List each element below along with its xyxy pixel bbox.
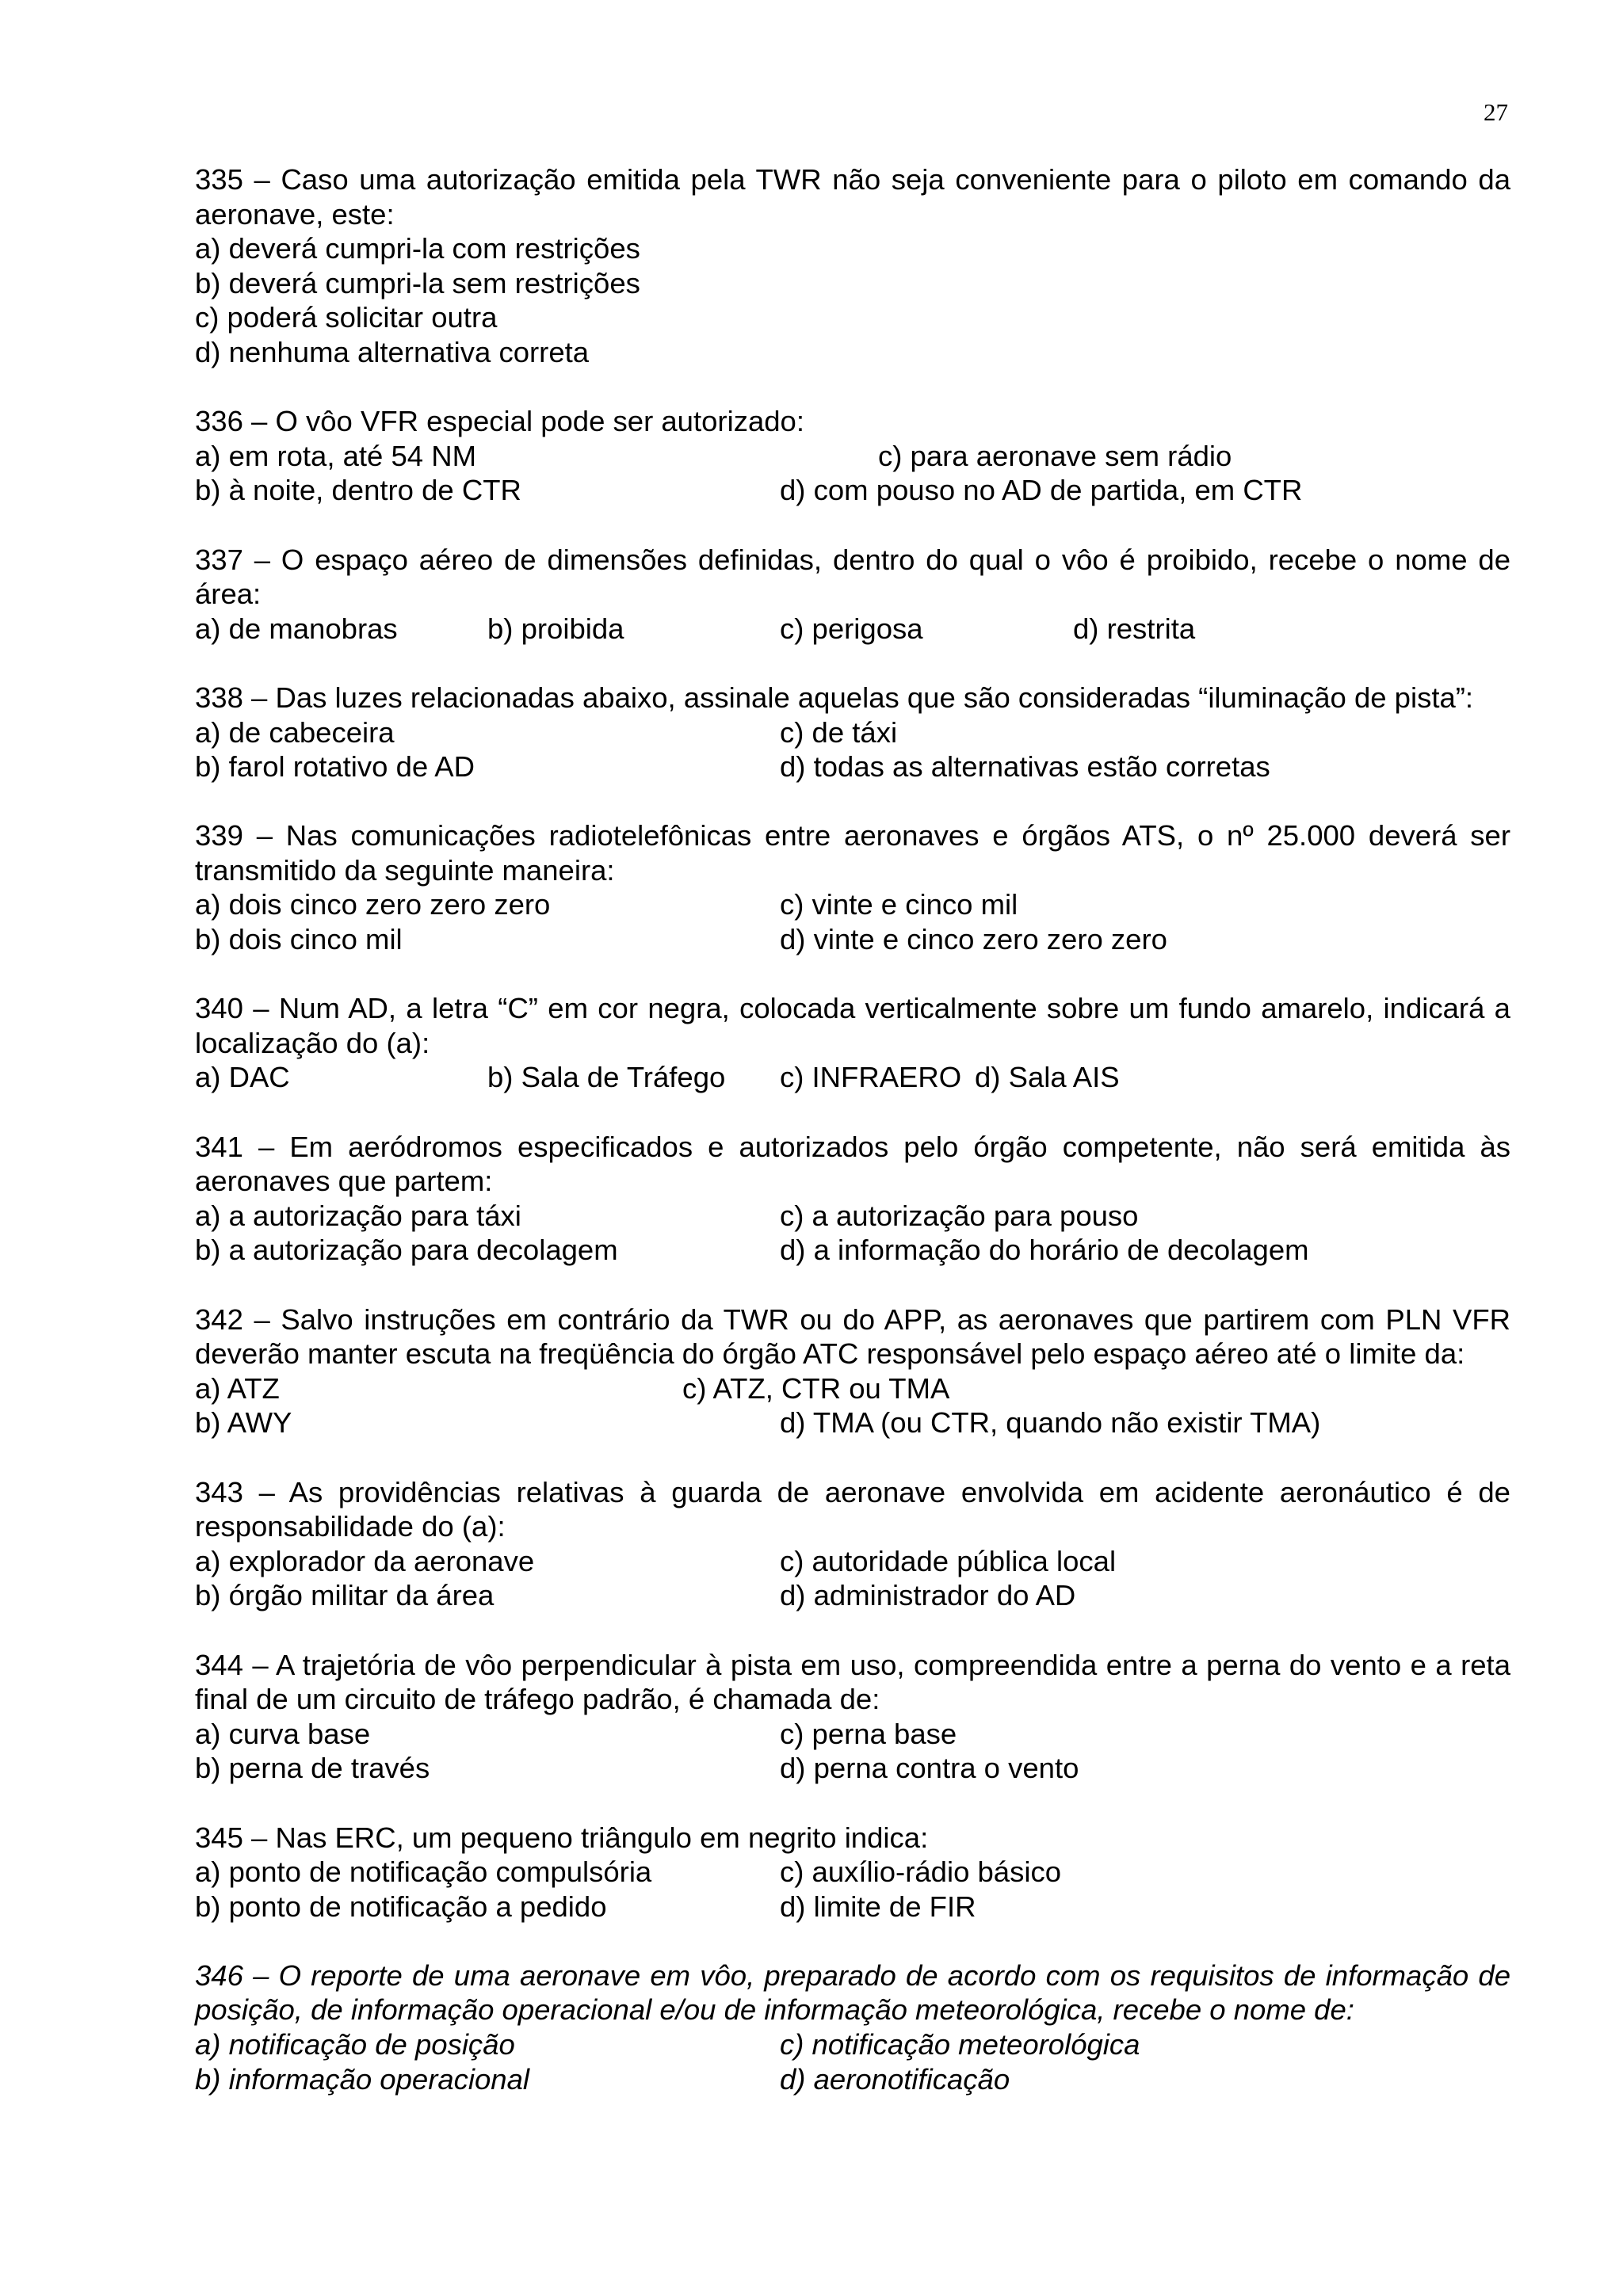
option-c: c) ATZ, CTR ou TMA [682,1371,950,1405]
option-a: a) deverá cumpri-la com restrições [195,232,640,265]
option-c: c) perigosa [780,612,923,645]
option-row [195,1855,1510,1890]
option-a: a) em rota, até 54 NM [195,439,477,472]
question-336 [195,404,1510,508]
option-b: b) informação operacional [195,2062,530,2096]
question-337 [195,543,1510,646]
option-c: c) notificação meteorológica [780,2028,1140,2061]
option-row [195,1890,1510,1924]
option-row [195,1405,1510,1440]
option-a: a) de cabeceira [195,715,395,749]
option-a: a) ATZ [195,1371,280,1405]
question-338 [195,681,1510,784]
option-row [195,1544,1510,1579]
option-c: c) vinte e cinco mil [780,888,1018,921]
question-stem: 345 – Nas ERC, um pequeno triângulo em negrito indica: [195,1821,929,1854]
option-a: a) curva base [195,1717,371,1750]
option-b: b) órgão militar da área [195,1579,495,1612]
option-b: b) Sala de Tráfego [487,1061,726,1094]
option-c: c) a autorização para pouso [780,1199,1139,1232]
question-stem: 337 – O espaço aéreo de dimensões definidas, dentro do qual o vôo é proibido, recebe o nome de área: [195,543,1510,611]
question-stem: 341 – Em aeródromos especificados e autorizados pelo órgão competente, não será emitida às aeronaves que partem: [195,1130,1510,1198]
option-d: d) Sala AIS [975,1061,1120,1094]
option-row [195,1060,1510,1095]
option-row [195,1371,1510,1406]
option-d: d) perna contra o vento [780,1752,1079,1785]
option-row [195,1233,1510,1268]
option-d: d) administrador do AD [780,1579,1076,1612]
option-d: d) restrita [1073,612,1196,645]
question-345 [195,1821,1510,1924]
option-d: d) limite de FIR [780,1890,976,1923]
option-c: c) perna base [780,1717,957,1750]
option-row [195,266,1510,301]
option-c: c) para aeronave sem rádio [878,439,1232,472]
option-a: a) notificação de posição [195,2028,515,2061]
question-stem: 346 – O reporte de uma aeronave em vôo, preparado de acordo com os requisitos de informação de posição, de informação operacional e/ou de informação meteorológica, recebe o nome de: [195,1958,1510,2027]
option-row [195,2027,1510,2062]
option-row [195,1199,1510,1234]
question-stem: 339 – Nas comunicações radiotelefônicas entre aeronaves e órgãos ATS, o nº 25.000 deverá ser transmitido da seguinte maneira: [195,819,1510,887]
option-d: d) aeronotificação [780,2062,1010,2096]
option-b: b) farol rotativo de AD [195,750,475,784]
option-row [195,300,1510,335]
option-a: a) ponto de notificação compulsória [195,1855,652,1889]
question-list [195,162,1510,2131]
question-stem: 338 – Das luzes relacionadas abaixo, assinale aquelas que são consideradas “iluminação de pista”: [195,681,1474,714]
option-row [195,922,1510,957]
option-row [195,715,1510,750]
option-row [195,439,1510,474]
option-c: c) INFRAERO [780,1061,962,1094]
question-344 [195,1648,1510,1786]
option-row [195,887,1510,922]
question-339 [195,818,1510,956]
option-d: d) TMA (ou CTR, quando não existir TMA) [780,1406,1321,1440]
option-d: d) todas as alternativas estão corretas [780,750,1270,784]
option-a: a) DAC [195,1061,290,1094]
option-d: d) vinte e cinco zero zero zero [780,923,1167,956]
option-b: b) proibida [487,612,624,645]
option-b: b) perna de través [195,1752,430,1785]
option-c: c) de táxi [780,715,898,749]
option-b: b) à noite, dentro de CTR [195,474,521,507]
option-b: b) a autorização para decolagem [195,1234,618,1267]
option-b: b) ponto de notificação a pedido [195,1890,607,1923]
option-c: c) autoridade pública local [780,1544,1117,1577]
option-c: c) auxílio-rádio básico [780,1855,1062,1889]
option-row [195,612,1510,646]
question-stem: 343 – As providências relativas à guarda de aeronave envolvida em acidente aeronáutico é de responsabilidade do (a): [195,1475,1510,1543]
option-row [195,1751,1510,1786]
question-340 [195,991,1510,1095]
option-row [195,1578,1510,1613]
option-d: d) nenhuma alternativa correta [195,335,590,368]
option-b: b) dois cinco mil [195,923,403,956]
option-a: a) a autorização para táxi [195,1199,521,1232]
option-c: c) poderá solicitar outra [195,301,498,334]
question-342 [195,1302,1510,1440]
option-row [195,335,1510,370]
question-343 [195,1475,1510,1613]
question-346 [195,1958,1510,2096]
question-341 [195,1130,1510,1268]
option-row [195,749,1510,784]
option-d: d) com pouso no AD de partida, em CTR [780,474,1303,507]
option-b: b) deverá cumpri-la sem restrições [195,266,640,299]
question-stem: 336 – O vôo VFR especial pode ser autorizado: [195,405,804,438]
option-row [195,2062,1510,2097]
option-row [195,231,1510,266]
option-row [195,1717,1510,1752]
page-number: 27 [1484,98,1508,126]
question-stem: 342 – Salvo instruções em contrário da TWR ou do APP, as aeronaves que partirem com PLN VFR deverão manter escuta na freqüência do órgão ATC responsável pelo espaço aéreo até o limite da: [195,1302,1510,1371]
option-b: b) AWY [195,1406,292,1440]
option-d: d) a informação do horário de decolagem [780,1234,1309,1267]
question-335 [195,162,1510,370]
option-a: a) dois cinco zero zero zero [195,888,551,921]
option-a: a) explorador da aeronave [195,1544,535,1577]
option-row [195,473,1510,508]
option-a: a) de manobras [195,612,398,645]
question-stem: 335 – Caso uma autorização emitida pela TWR não seja conveniente para o piloto em comando da aeronave, este: [195,163,1510,231]
question-stem: 340 – Num AD, a letra “C” em cor negra, colocada verticalmente sobre um fundo amarelo, indicará a localização do (a): [195,992,1510,1059]
question-stem: 344 – A trajetória de vôo perpendicular à pista em uso, compreendida entre a perna do vento e a reta final de um circuito de tráfego padrão, é chamada de: [195,1648,1510,1716]
